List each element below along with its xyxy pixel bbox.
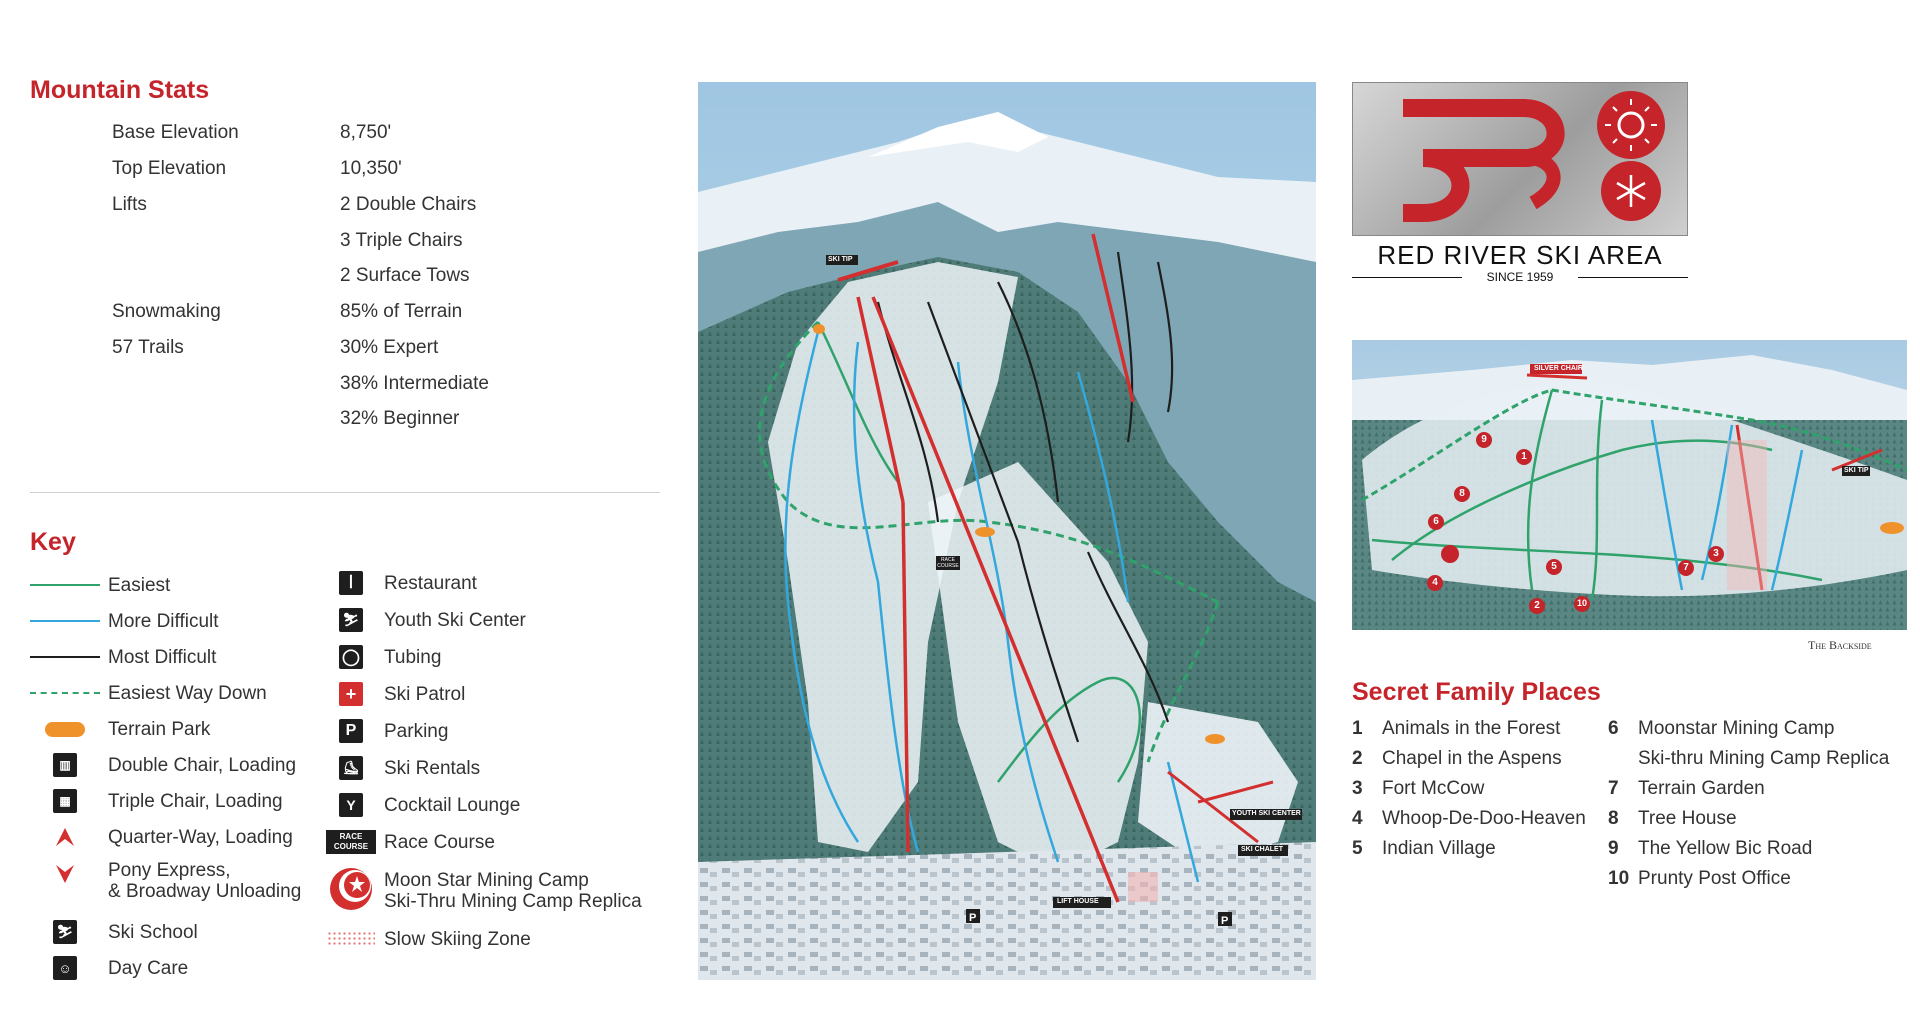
key-label [384, 870, 642, 912]
stats-value: 2 Surface Tows [340, 265, 470, 286]
place-name: Ski-thru Mining Camp Replica [1638, 748, 1890, 769]
stats-label: 57 Trails [112, 337, 184, 358]
place-name: Fort McCow [1382, 778, 1485, 799]
place-number: 5 [1352, 838, 1363, 859]
key-item-cocktail-lounge [0, 791, 680, 819]
key-item-parking [0, 717, 680, 745]
key-title: Key [30, 528, 76, 556]
place-number: 9 [1608, 838, 1619, 859]
stats-value: 30% Expert [340, 337, 439, 358]
place-name: Indian Village [1382, 838, 1496, 859]
logo-mark-icon [1353, 83, 1689, 237]
place-name: The Yellow Bic Road [1638, 838, 1813, 859]
mountain-stats-title: Mountain Stats [30, 76, 210, 104]
stats-value: 32% Beginner [340, 408, 460, 429]
stats-value: 85% of Terrain [340, 301, 463, 322]
youth-ski-icon: ⛷ [326, 606, 376, 634]
logo-title: RED RIVER SKI AREA [1377, 240, 1663, 270]
key-label: Ski Patrol [384, 683, 466, 705]
trail-label-youth-ski-center: YOUTH SKI CENTER [1232, 810, 1301, 817]
place-number: 6 [1608, 718, 1619, 739]
marker-3: 3 [1713, 548, 1719, 559]
race-course-icon [326, 828, 376, 856]
place-number: 7 [1608, 778, 1619, 799]
race-course-badge: RACE COURSE [326, 830, 376, 854]
marker-2: 2 [1534, 600, 1540, 611]
place-number: 8 [1608, 808, 1619, 829]
marker-5: 5 [1551, 561, 1557, 572]
place-number: 10 [1608, 868, 1630, 889]
trail-label-lift-house: LIFT HOUSE [1057, 898, 1099, 905]
key-label: Double Chair, Loading [108, 754, 297, 776]
tubing-icon: ◯ [326, 643, 376, 671]
stats-label: Snowmaking [112, 301, 221, 322]
section-divider [30, 492, 660, 493]
key-label: Youth Ski Center [384, 609, 526, 631]
key-label: Terrain Park [108, 718, 211, 740]
ski-rentals-icon: ⛸ [326, 754, 376, 782]
triple-chair-icon: ▦ [30, 787, 100, 815]
key-label: Tubing [384, 646, 442, 668]
key-label-line1: Moon Star Mining Camp [384, 870, 589, 891]
key-label: More Difficult [108, 610, 219, 632]
place-name: Prunty Post Office [1638, 868, 1791, 889]
marker-7: 7 [1683, 562, 1689, 573]
cocktail-icon: Y [326, 791, 376, 819]
marker-8: 8 [1459, 488, 1465, 499]
stats-value: 38% Intermediate [340, 373, 489, 394]
restaurant-icon: ꟾ [326, 569, 376, 597]
parking-icon: P [326, 717, 376, 745]
backside-label-silver-chair: SILVER CHAIR [1534, 365, 1583, 372]
place-number: 1 [1352, 718, 1363, 739]
trail-label-ski-tip: SKI TIP [828, 256, 853, 263]
key-label: Restaurant [384, 572, 477, 594]
day-care-icon: ☺ [30, 954, 100, 982]
secret-places-title: Secret Family Places [1352, 678, 1601, 706]
place-number: 4 [1352, 808, 1363, 829]
key-item-race-course [0, 828, 680, 856]
trail-label-race-course: RACE COURSE [937, 557, 959, 569]
svg-text:P: P [1221, 915, 1229, 927]
slow-zone-icon [326, 925, 376, 953]
backside-caption: The Backside [1808, 638, 1872, 652]
stats-label: Top Elevation [112, 158, 227, 179]
stats-value: 3 Triple Chairs [340, 230, 463, 251]
key-label: Slow Skiing Zone [384, 928, 531, 950]
key-label: Parking [384, 720, 449, 742]
red-river-logo [1352, 82, 1688, 236]
place-name: Moonstar Mining Camp [1638, 718, 1835, 739]
key-label: Most Difficult [108, 646, 217, 668]
key-item-moon-star [0, 866, 680, 912]
stats-value: 10,350' [340, 158, 402, 179]
key-label: Easiest [108, 574, 171, 596]
key-label: Ski Rentals [384, 757, 481, 779]
place-name: Terrain Garden [1638, 778, 1765, 799]
place-number: 3 [1352, 778, 1363, 799]
place-name: Whoop-De-Doo-Heaven [1382, 808, 1586, 829]
moon-star-icon [326, 866, 376, 912]
key-label-line1: Pony Express, [108, 860, 231, 881]
stats-label: Lifts [112, 194, 147, 215]
key-label: Day Care [108, 957, 189, 979]
key-label: Triple Chair, Loading [108, 790, 283, 812]
backside-label-ski-tip: SKI TIP [1844, 467, 1869, 474]
key-item-ski-rentals [0, 754, 680, 782]
key-label-line2: & Broadway Unloading [108, 881, 302, 902]
trail-label-ski-chalet: SKI CHALET [1241, 846, 1283, 853]
logo-rule-right [1578, 277, 1688, 278]
ski-patrol-icon: + [326, 680, 376, 708]
key-label: Race Course [384, 831, 495, 853]
key-label: Easiest Way Down [108, 682, 267, 704]
svg-text:P: P [969, 912, 977, 924]
backside-map[interactable] [1352, 340, 1907, 630]
key-item-restaurant [0, 569, 680, 597]
stats-value: 8,750' [340, 122, 392, 143]
place-name: Tree House [1638, 808, 1737, 829]
marker-1: 1 [1521, 451, 1527, 462]
marker-9: 9 [1481, 434, 1487, 445]
key-label: Cocktail Lounge [384, 794, 521, 816]
key-label: Ski School [108, 921, 198, 943]
place-number: 2 [1352, 748, 1363, 769]
key-item-day-care [0, 954, 320, 982]
trail-map-illustration [698, 82, 1316, 980]
double-chair-icon: ▥ [30, 751, 100, 779]
place-name: Animals in the Forest [1382, 718, 1561, 739]
key-item-ski-patrol [0, 680, 680, 708]
logo-subtitle: SINCE 1959 [1486, 270, 1554, 284]
trail-map[interactable] [698, 82, 1316, 980]
key-label: Quarter-Way, Loading [108, 826, 293, 848]
key-item-tubing [0, 643, 680, 671]
place-name: Chapel in the Aspens [1382, 748, 1562, 769]
marker-10: 10 [1576, 598, 1587, 608]
marker-6: 6 [1433, 516, 1439, 527]
key-item-slow-zone [0, 925, 680, 953]
key-label-line2: Ski-Thru Mining Camp Replica [384, 891, 642, 912]
stats-label: Base Elevation [112, 122, 239, 143]
ski-school-icon: ⛷ [30, 918, 100, 946]
stats-value: 2 Double Chairs [340, 194, 477, 215]
marker-4: 4 [1432, 577, 1438, 588]
key-item-youth-ski-center [0, 606, 680, 634]
